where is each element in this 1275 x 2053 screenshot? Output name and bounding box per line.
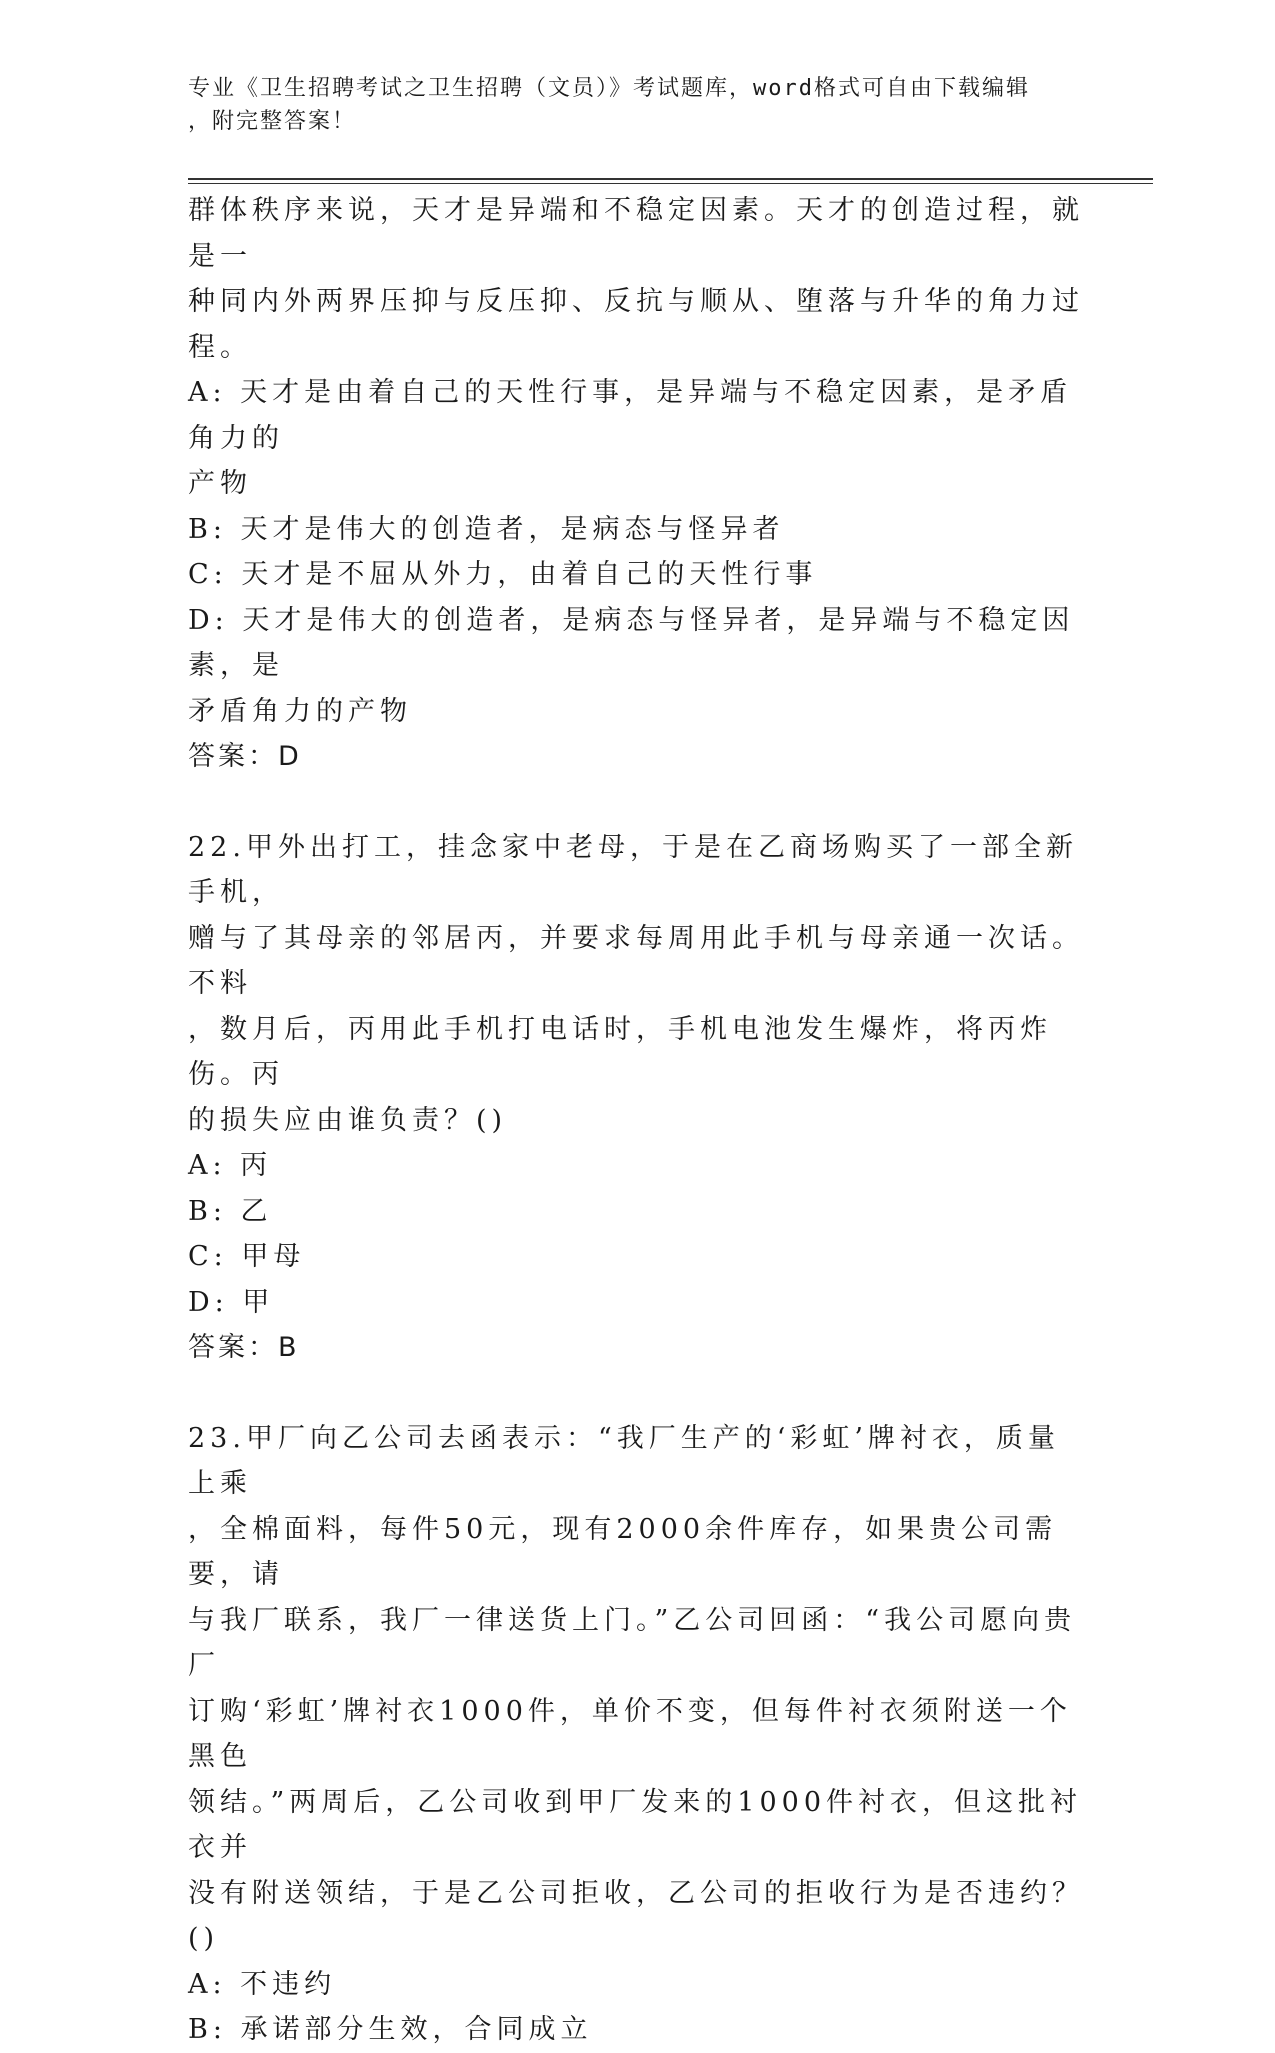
answer-label: 答案：B <box>188 1332 300 1363</box>
question-text-line: 与我厂联系，我厂一律送货上门。”乙公司回函：“我公司愿向贵厂 <box>188 1604 1077 1681</box>
question-text-line: 群体秩序来说，天才是异端和不稳定因素。天才的创造过程，就是一 <box>188 195 1084 272</box>
option-d: D: 天才是伟大的创造者，是病态与怪异者，是异端与不稳定因素，是 <box>188 604 1075 681</box>
question-text-line: ，全棉面料，每件50元，现有2000余件库存，如果贵公司需要，请 <box>188 1513 1058 1590</box>
question-content <box>188 188 1088 2053</box>
header-line-2: ，附完整答案！ <box>188 109 357 134</box>
question-text-line: 没有附送领结，于是乙公司拒收，乙公司的拒收行为是否违约？() <box>188 1877 1084 1954</box>
option-a: A: 丙 <box>188 1150 273 1181</box>
option-a: A: 不违约 <box>188 1968 337 2000</box>
question-text-line: 的损失应由谁负责？() <box>188 1104 508 1136</box>
option-c: C: 天才是不屈从外力，由着自己的天性行事 <box>188 559 818 590</box>
question-text-line: 赠与了其母亲的邻居丙，并要求每周用此手机与母亲通一次话。不料 <box>188 922 1084 999</box>
header-divider-thick <box>188 178 1153 180</box>
question-text-line: 领结。”两周后，乙公司收到甲厂发来的1000件衬衣，但这批衬衣并 <box>188 1786 1083 1863</box>
option-a: A: 天才是由着自己的天性行事，是异端与不稳定因素，是矛盾角力的 <box>188 377 1073 454</box>
header-divider-thin <box>188 183 1153 184</box>
question-text-line: 订购‘彩虹’牌衬衣1000件，单价不变，但每件衬衣须附送一个黑色 <box>188 1695 1072 1772</box>
document-header <box>188 72 1078 138</box>
header-line-1: 专业《卫生招聘考试之卫生招聘（文员）》考试题库，word格式可自由下载编辑 <box>188 76 1030 101</box>
option-b: B: 乙 <box>188 1195 273 1227</box>
option-c: C: 甲母 <box>188 1241 306 1272</box>
question-text-line: 23.甲厂向乙公司去函表示：“我厂生产的‘彩虹’牌衬衣，质量上乘 <box>188 1422 1060 1499</box>
question-text-line: 22.甲外出打工，挂念家中老母，于是在乙商场购买了一部全新手机， <box>188 831 1078 908</box>
option-b: B: 天才是伟大的创造者，是病态与怪异者 <box>188 513 785 545</box>
question-text-line: ，数月后，丙用此手机打电话时，手机电池发生爆炸，将丙炸伤。丙 <box>188 1013 1052 1090</box>
option-d-continued: 矛盾角力的产物 <box>188 695 412 727</box>
option-d: D: 甲 <box>188 1286 275 1318</box>
option-a-continued: 产物 <box>188 468 252 499</box>
option-b: B: 承诺部分生效，合同成立 <box>188 2014 593 2045</box>
answer-label: 答案：D <box>188 741 302 772</box>
question-text-line: 种同内外两界压抑与反压抑、反抗与顺从、堕落与升华的角力过程。 <box>188 286 1084 363</box>
